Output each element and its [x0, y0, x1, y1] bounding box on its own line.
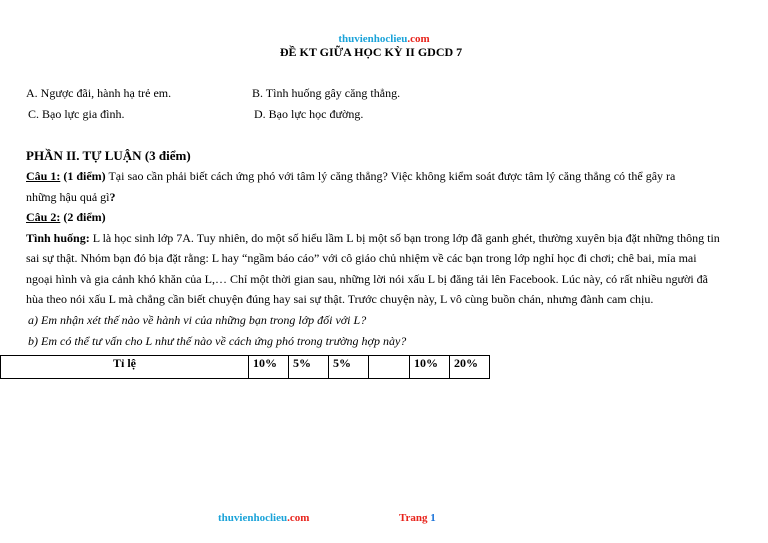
situation-line4: hùa theo nói xấu L mà chẳng cần biết chuyện đúng hay sai sự thật. Trước chuyện này, L vô cùng buồn chán, nhưng đành cam chịu.	[26, 292, 654, 306]
page-title: ĐỀ KT GIỮA HỌC KỲ II GDCD 7	[279, 45, 463, 59]
header-brand[interactable]	[0, 33, 768, 45]
score-cell: 5%	[289, 356, 329, 379]
page-number	[399, 512, 436, 524]
footer-brand[interactable]	[218, 512, 309, 524]
question-2a: a) Em nhận xét thế nào về hành vi của những bạn trong lớp đối với L?	[28, 313, 367, 327]
score-cell: 10%	[410, 356, 450, 379]
score-cell: 5%	[329, 356, 369, 379]
situation-line2: sai sự thật. Nhóm bạn đó bịa đặt rằng: L hay “ngầm báo cáo” với cô giáo chủ nhiệm về các bạn trong lớp nghỉ học đi chơi; chê bai, mỉa mai	[26, 251, 697, 265]
footer-brand-part2: .com	[287, 512, 310, 524]
table-row	[1, 356, 490, 379]
page-number-value: 1	[430, 512, 436, 524]
question-2b: b) Em có thể tư vấn cho L như thế nào về cách ứng phó trong trường hợp này?	[28, 334, 407, 348]
score-cell	[369, 356, 410, 379]
option-d: D. Bạo lực học đường.	[254, 107, 364, 121]
score-table	[0, 355, 490, 379]
score-cell: 10%	[249, 356, 289, 379]
header-brand-part1: thuvienhoclieu	[338, 33, 408, 45]
score-label-cell: Tỉ lệ	[1, 356, 249, 379]
situation-line3: ngoại hình và gia cảnh khó khăn của L,… Chỉ một thời gian sau, những lời nói xấu L bị đăng tải lên Facebook. Lúc này, có rất nhiều người đã	[26, 271, 709, 286]
page-label: Trang	[399, 512, 431, 524]
section-heading: PHẦN II. TỰ LUẬN (3 điểm)	[26, 148, 191, 163]
q2-label: Câu 2:	[26, 210, 61, 224]
q1-points: (1 điểm)	[60, 169, 106, 183]
q2-points: (2 điểm)	[60, 210, 106, 224]
option-b: B. Tình huống gây căng thẳng.	[252, 86, 401, 100]
situation-line1: L là học sinh lớp 7A. Tuy nhiên, do một số hiểu lầm L bị một số bạn trong lớp đã ganh ghét, thường xuyên bịa đặt những thông tin	[89, 230, 720, 245]
footer-brand-part1: thuvienhoclieu	[218, 512, 288, 524]
score-cell: 20%	[450, 356, 490, 379]
q1-label: Câu 1:	[26, 169, 61, 183]
situation-label: Tình huống:	[26, 230, 90, 245]
option-c: C. Bạo lực gia đình.	[28, 107, 125, 121]
q1-text-line1: Tại sao cần phải biết cách ứng phó với tâm lý căng thẳng? Việc không kiểm soát được tâm lý căng thẳng có thể gây ra	[105, 169, 676, 183]
header-brand-part2: .com	[407, 33, 430, 45]
q1-text-line2: những hậu quả gì	[26, 189, 110, 204]
option-a: A. Ngược đãi, hành hạ trẻ em.	[26, 86, 172, 100]
question-1	[26, 166, 746, 310]
q1-end: ?	[109, 189, 116, 204]
